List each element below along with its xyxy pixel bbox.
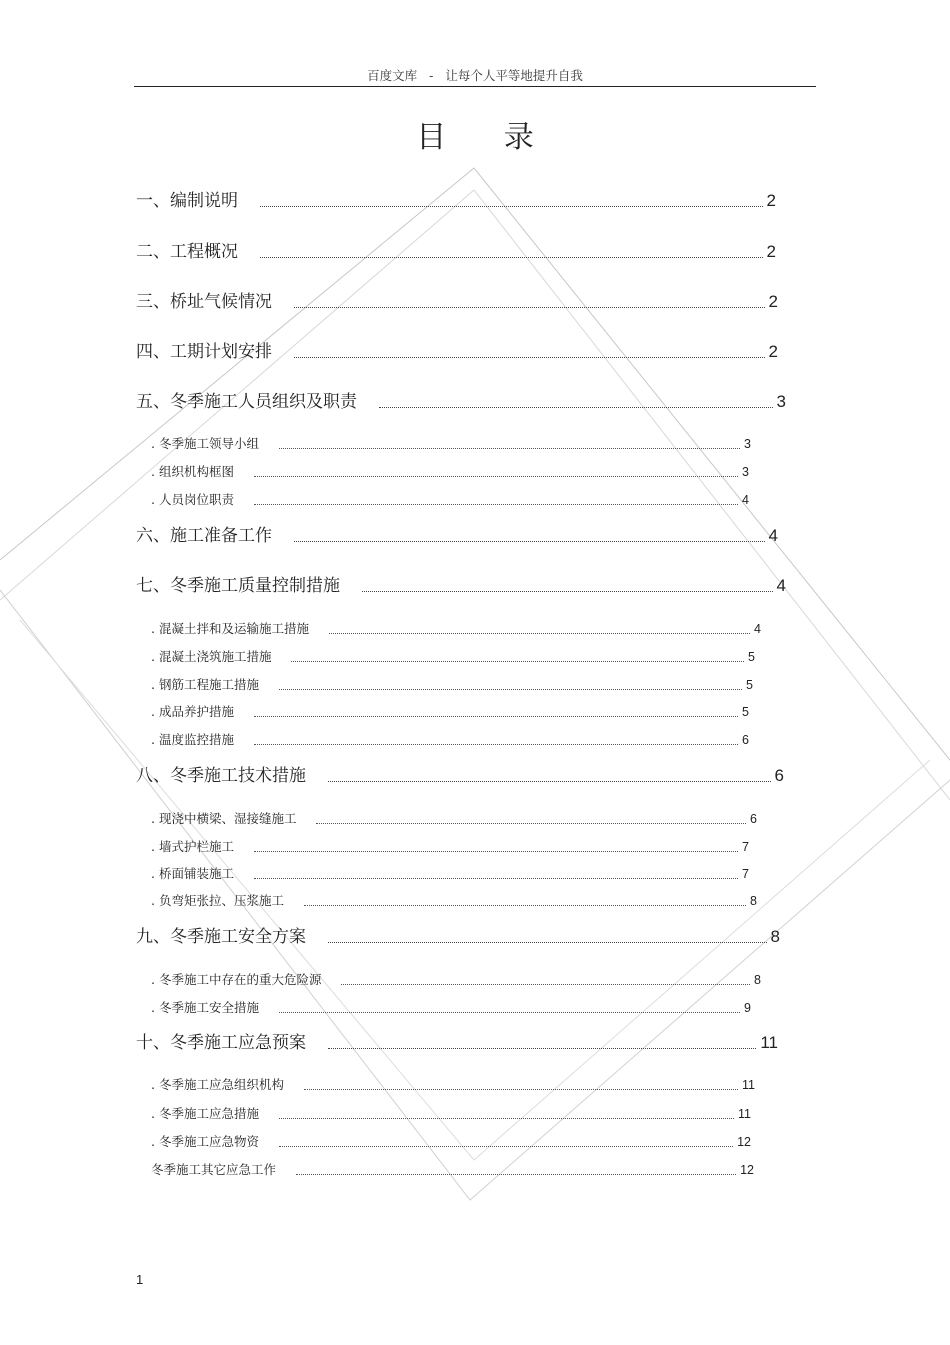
toc-entry[interactable] [136,337,778,362]
toc-subentry[interactable] [151,998,751,1016]
toc-subentry[interactable] [151,1075,755,1093]
toc-entry[interactable] [136,761,784,786]
toc-subentry-label: . 桥面铺装施工 [151,866,234,881]
toc-leader-dots [254,504,738,505]
toc-entry-label: 五、冬季施工人员组织及职责 [136,392,357,412]
toc-subentry-label: . 墙式护栏施工 [151,839,234,854]
toc-subentry[interactable] [151,702,749,720]
toc-subentry-page: 3 [742,465,749,479]
toc-entry[interactable] [136,521,778,546]
toc-entry-page: 6 [774,766,784,785]
toc-entry-page: 11 [760,1033,778,1052]
toc-leader-dots [294,357,765,358]
toc-subentry[interactable] [151,490,749,508]
toc-entry-page: 8 [770,927,780,946]
toc-leader-dots [294,541,765,542]
header-slogan: 让每个人平等地提升自我 [445,68,583,83]
toc-entry-label: 九、冬季施工安全方案 [136,927,306,947]
toc-subentry-label: . 冬季施工应急物资 [151,1134,259,1149]
toc-subentry-label: . 温度监控措施 [151,732,234,747]
toc-subentry[interactable] [151,619,761,637]
toc-subentry[interactable] [151,434,751,452]
toc-entry[interactable] [136,237,776,262]
toc-leader-dots [316,823,746,824]
toc-subentry[interactable] [151,462,749,480]
toc-subentry-label: . 现浇中横梁、湿接缝施工 [151,811,297,826]
toc-leader-dots [279,1012,740,1013]
toc-subentry-page: 8 [754,973,761,987]
toc-leader-dots [260,206,763,207]
toc-subentry-page: 6 [750,812,757,826]
page-title: 目 录 [416,120,558,155]
header-rule [134,86,816,87]
toc-leader-dots [279,448,740,449]
toc-subentry-page: 6 [742,733,749,747]
toc-entry-page: 4 [776,576,786,595]
toc-entry-label: 一、编制说明 [136,191,238,211]
toc-leader-dots [260,257,763,258]
toc-subentry[interactable] [151,730,749,748]
header-separator: - [429,68,434,83]
toc-subentry-label: 冬季施工其它应急工作 [151,1162,277,1177]
toc-entry[interactable] [136,387,786,412]
toc-subentry-page: 11 [738,1107,751,1121]
toc-entry[interactable] [136,571,786,596]
toc-leader-dots [254,851,738,852]
toc-entry-label: 二、工程概况 [136,242,238,262]
toc-entry-page: 3 [776,392,786,411]
toc-leader-dots [254,476,738,477]
toc-entry-label: 七、冬季施工质量控制措施 [136,576,340,596]
toc-subentry-label: . 冬季施工领导小组 [151,436,259,451]
toc-entry-page: 2 [766,191,776,210]
toc-entry[interactable] [136,922,780,947]
toc-entry-page: 2 [768,342,778,361]
toc-leader-dots [328,1048,756,1049]
toc-subentry-page: 5 [748,650,755,664]
toc-entry-page: 2 [768,292,778,311]
toc-subentry-label: . 冬季施工安全措施 [151,1000,259,1015]
toc-subentry-page: 12 [740,1163,754,1177]
toc-subentry-page: 7 [742,840,749,854]
toc-leader-dots [254,878,738,879]
toc-entry[interactable] [136,287,778,312]
toc-subentry-label: . 人员岗位职责 [151,492,234,507]
toc-subentry[interactable] [151,837,749,855]
toc-leader-dots [279,689,742,690]
toc-leader-dots [254,744,738,745]
toc-entry-page: 2 [766,242,776,261]
toc-leader-dots [291,661,744,662]
toc-leader-dots [294,307,765,308]
toc-subentry-label: . 成品养护措施 [151,704,234,719]
toc-subentry-label: . 冬季施工中存在的重大危险源 [151,972,322,987]
toc-subentry[interactable] [151,1132,751,1150]
toc-subentry-page: 5 [742,705,749,719]
toc-leader-dots [362,591,773,592]
toc-subentry-page: 3 [744,437,751,451]
toc-subentry-label: . 钢筋工程施工措施 [151,677,259,692]
toc-subentry[interactable] [151,647,755,665]
toc-leader-dots [279,1118,734,1119]
toc-subentry-page: 4 [754,622,761,636]
toc-entry[interactable] [136,1028,778,1053]
toc-leader-dots [254,716,738,717]
toc-leader-dots [304,905,746,906]
toc-entry-label: 六、施工准备工作 [136,526,272,546]
toc-entry-label: 八、冬季施工技术措施 [136,766,306,786]
toc-subentry[interactable] [151,891,757,909]
toc-entry[interactable] [136,186,776,211]
toc-subentry-page: 12 [737,1135,751,1149]
toc-subentry[interactable] [151,1104,751,1122]
header-site: 百度文库 [367,68,418,83]
toc-leader-dots [328,781,771,782]
toc-subentry-label: . 负弯矩张拉、压浆施工 [151,893,284,908]
toc-subentry[interactable] [151,675,753,693]
toc-subentry[interactable] [151,1160,754,1178]
toc-subentry-page: 5 [746,678,753,692]
page-header [0,66,950,84]
toc-subentry-page: 9 [744,1001,751,1015]
toc-subentry-label: . 组织机构框图 [151,464,234,479]
toc-subentry[interactable] [151,809,757,827]
toc-subentry[interactable] [151,864,749,882]
toc-leader-dots [328,942,767,943]
toc-subentry-label: . 冬季施工应急组织机构 [151,1077,284,1092]
toc-entry-page: 4 [768,526,778,545]
toc-subentry-page: 7 [742,867,749,881]
toc-leader-dots [304,1089,738,1090]
toc-entry-label: 三、桥址气候情况 [136,292,272,312]
toc-subentry-label: . 混凝土拌和及运输施工措施 [151,621,309,636]
toc-subentry-label: . 冬季施工应急措施 [151,1106,259,1121]
toc-entry-label: 十、冬季施工应急预案 [136,1033,306,1053]
toc-leader-dots [296,1174,736,1175]
toc-subentry-page: 8 [750,894,757,908]
toc-entry-label: 四、工期计划安排 [136,342,272,362]
toc-subentry-page: 11 [742,1078,755,1092]
page-number: 1 [136,1272,144,1287]
toc-subentry-page: 4 [742,493,749,507]
toc-leader-dots [379,407,773,408]
toc-leader-dots [341,984,750,985]
toc-subentry-label: . 混凝土浇筑施工措施 [151,649,272,664]
toc-leader-dots [279,1146,733,1147]
toc-leader-dots [329,633,750,634]
toc-subentry[interactable] [151,970,761,988]
